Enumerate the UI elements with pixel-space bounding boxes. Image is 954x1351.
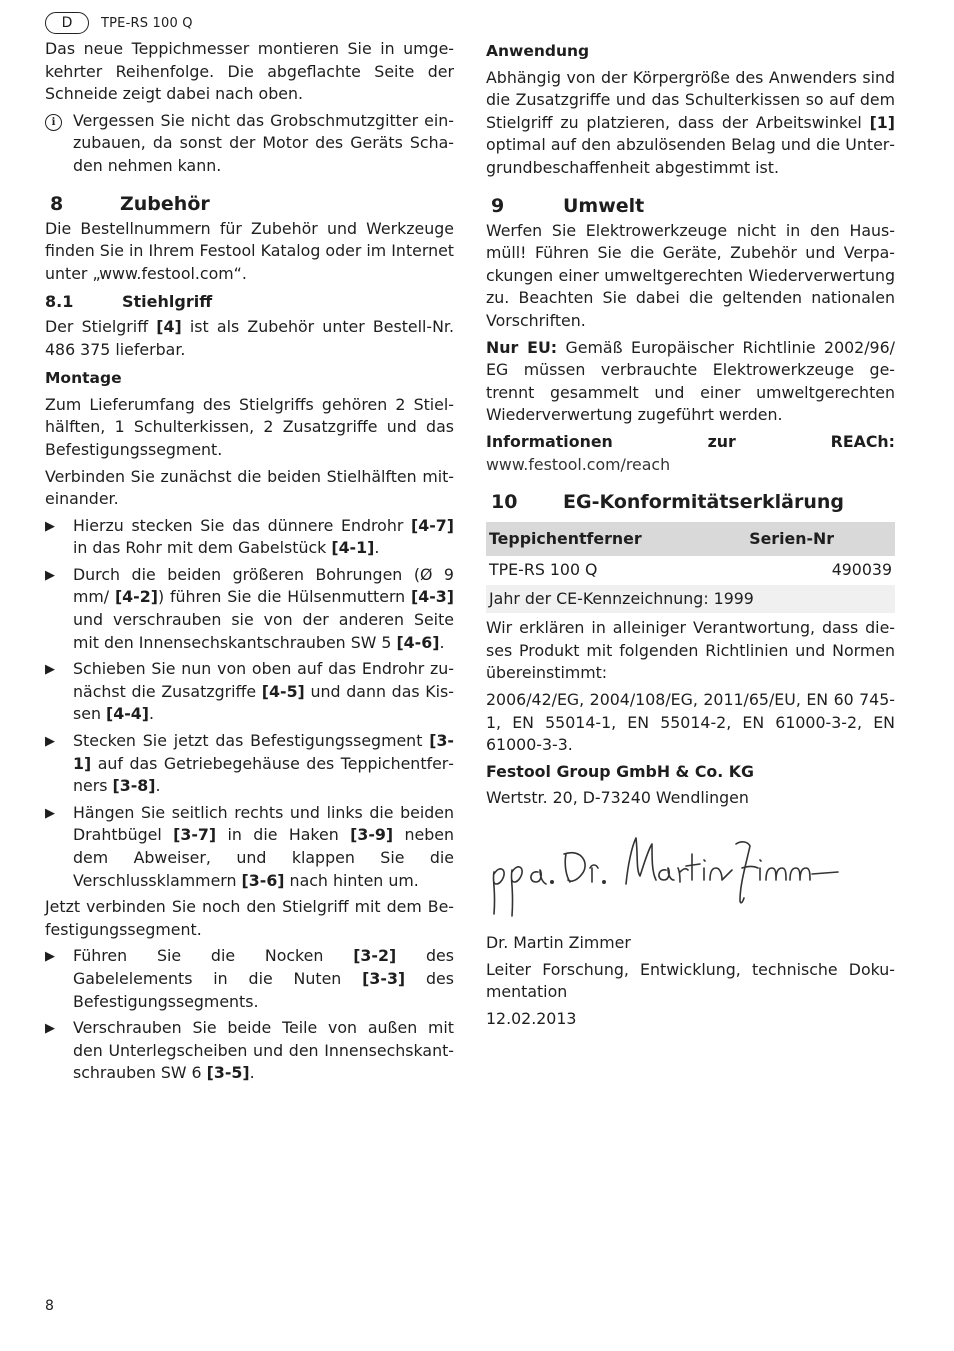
signer-name: Dr. Martin Zimmer xyxy=(486,933,631,953)
table-cell-serial: 490039 xyxy=(733,556,895,585)
info-icon: i xyxy=(45,114,62,131)
montage-paragraph-2: Verbinden Sie zunächst die beiden Stielhälften miteinander. xyxy=(45,466,454,509)
bullet-arrow-icon: ▶ xyxy=(45,734,55,750)
table-header-product: Teppichentferner xyxy=(486,522,733,556)
bullet-arrow-icon: ▶ xyxy=(45,805,55,821)
connect-paragraph: Jetzt verbinden Sie noch den Stielgriff mit dem Befestigungssegment. xyxy=(45,897,454,939)
table-cell-ce-year: Jahr der CE-Kennzeichnung: 1999 xyxy=(486,585,895,614)
table-cell-model: TPE-RS 100 Q xyxy=(486,556,733,585)
norms-text: 2006/42/EG, 2004/108/EG, 2011/65/EU, EN 60 745-1, EN 55014-1, EN 55014-2, EN 61000-3-2, EN 61000-3-3. xyxy=(486,690,895,755)
list-item: ▶ Stecken Sie jetzt das Befestigungssegment [3-1] auf das Getriebegehäuse des Teppichentferners [3-8]. xyxy=(45,730,454,798)
list-item: ▶ Schieben Sie nun von oben auf das Endrohr zunächst die Zusatzgriffe [4-5] und dann das Kissen [4-4]. xyxy=(45,658,454,726)
list-item: ▶ Verschrauben Sie beide Teile von außen mit den Unterlegscheiben und den Innensechskantschrauben SW 6 [3-5]. xyxy=(45,1017,454,1085)
bullet-arrow-icon: ▶ xyxy=(45,518,55,534)
signature-image xyxy=(486,824,895,924)
header-model: TPE-RS 100 Q xyxy=(101,15,193,31)
reach-link[interactable]: www.festool.com/reach xyxy=(486,454,671,474)
signature-svg xyxy=(486,824,846,924)
section-9-text: Werfen Sie Elektrowerkzeuge nicht in den Hausmüll! Führen Sie die Geräte, Zubehör und Verpackungen einer umweltgerechten Wiederverwertung zu. Beachten Sie dabei die geltenden nationalen Vorschriften. xyxy=(486,220,895,330)
language-badge: D xyxy=(45,12,89,34)
list-item: ▶ Führen Sie die Nocken [3-2] des Gabelelements in die Nuten [3-3] des Befestigungssegments. xyxy=(45,945,454,1013)
section-8-text: Die Bestellnummern für Zubehör und Werkzeuge finden Sie in Ihrem Festool Katalog oder im Internet unter „www.festool.com“. xyxy=(45,218,454,283)
right-column xyxy=(486,38,895,1034)
montage-paragraph-1: Zum Lieferumfang des Stielgriffs gehören 2 Stielhälften, 1 Schulterkissen, 2 Zusatzgriffe und das Befestigungssegment. xyxy=(45,394,454,459)
declaration-text: Wir erklären in alleiniger Verantwortung, dass dieses Produkt mit folgenden Richtlinien und Normen übereinstimmt: xyxy=(486,618,895,683)
table-header-serial: Serien-Nr xyxy=(733,522,895,556)
bullet-arrow-icon: ▶ xyxy=(45,1021,55,1037)
montage-label: Montage xyxy=(45,369,122,388)
page-header xyxy=(45,12,193,34)
conformity-table xyxy=(486,522,895,613)
reach-paragraph: Informationen zur REACh: www.festool.com/reach xyxy=(486,431,895,474)
list-item: ▶ Hängen Sie seitlich rechts und links die beiden Drahtbügel [3-7] in die Haken [3-9] neben dem Abweiser, und klappen Sie die Verschlussklammern [3-6] nach hinten um. xyxy=(45,802,454,892)
left-column xyxy=(45,38,454,1089)
bullet-arrow-icon: ▶ xyxy=(45,949,55,965)
section-10-heading: 10 EG-Konformitätserklärung xyxy=(491,491,844,514)
section-8-heading: 8 Zubehör xyxy=(50,192,210,215)
signer-role: Leiter Forschung, Entwicklung, technische Dokumentation xyxy=(486,959,895,1002)
section-9-heading: 9 Umwelt xyxy=(491,194,645,217)
signature-date: 12.02.2013 xyxy=(486,1008,577,1028)
anwendung-label: Anwendung xyxy=(486,42,590,60)
table-row xyxy=(486,556,895,585)
info-note-text: Vergessen Sie nicht das Grobschmutzgitter einzubauen, da sonst der Motor des Geräts Schaden nehmen kann. xyxy=(73,110,454,175)
section-8-1-text: Der Stielgriff [4] ist als Zubehör unter Bestell-Nr. 486 375 lieferbar. xyxy=(45,316,454,359)
company-address: Wertstr. 20, D-73240 Wendlingen xyxy=(486,788,749,808)
bullet-arrow-icon: ▶ xyxy=(45,567,55,583)
list-item: ▶ Hierzu stecken Sie das dünnere Endrohr [4-7] in das Rohr mit dem Gabelstück [4-1]. xyxy=(45,515,454,560)
eu-paragraph: Nur EU: Gemäß Europäischer Richtlinie 2002/96/ EG müssen verbrauchte Elektrowerkzeuge getrennt gesammelt und einer umweltgerechten Wiederverwertung zugeführt werden. xyxy=(486,337,895,425)
company-name: Festool Group GmbH & Co. KG xyxy=(486,761,754,781)
section-8-1-heading: 8.1 Stiehlgriff xyxy=(45,292,213,312)
anwendung-paragraph: Abhängig von der Körpergröße des Anwenders sind die Zusatzgriffe und das Schulterkissen so auf dem Stielgriff zu platzieren, dass der Arbeitswinkel [1] optimal auf den abzulösenden Belag und die Untergrundbeschaffenheit abgestimmt ist. xyxy=(486,67,895,177)
table-row xyxy=(486,585,895,614)
bullet-arrow-icon: ▶ xyxy=(45,662,55,678)
intro-paragraph: Das neue Teppichmesser montieren Sie in umgekehrter Reihenfolge. Die abgeflachte Seite der Schneide zeigt dabei nach oben. xyxy=(45,39,454,104)
info-note xyxy=(45,110,454,178)
list-item: ▶ Durch die beiden größeren Bohrungen (Ø 9 mm/ [4-2]) führen Sie die Hülsenmuttern [4-3] und verschrauben sie von der anderen Seite mit den Innensechskantschrauben SW 5 [4-6]. xyxy=(45,564,454,654)
page-number: 8 xyxy=(45,1298,54,1314)
